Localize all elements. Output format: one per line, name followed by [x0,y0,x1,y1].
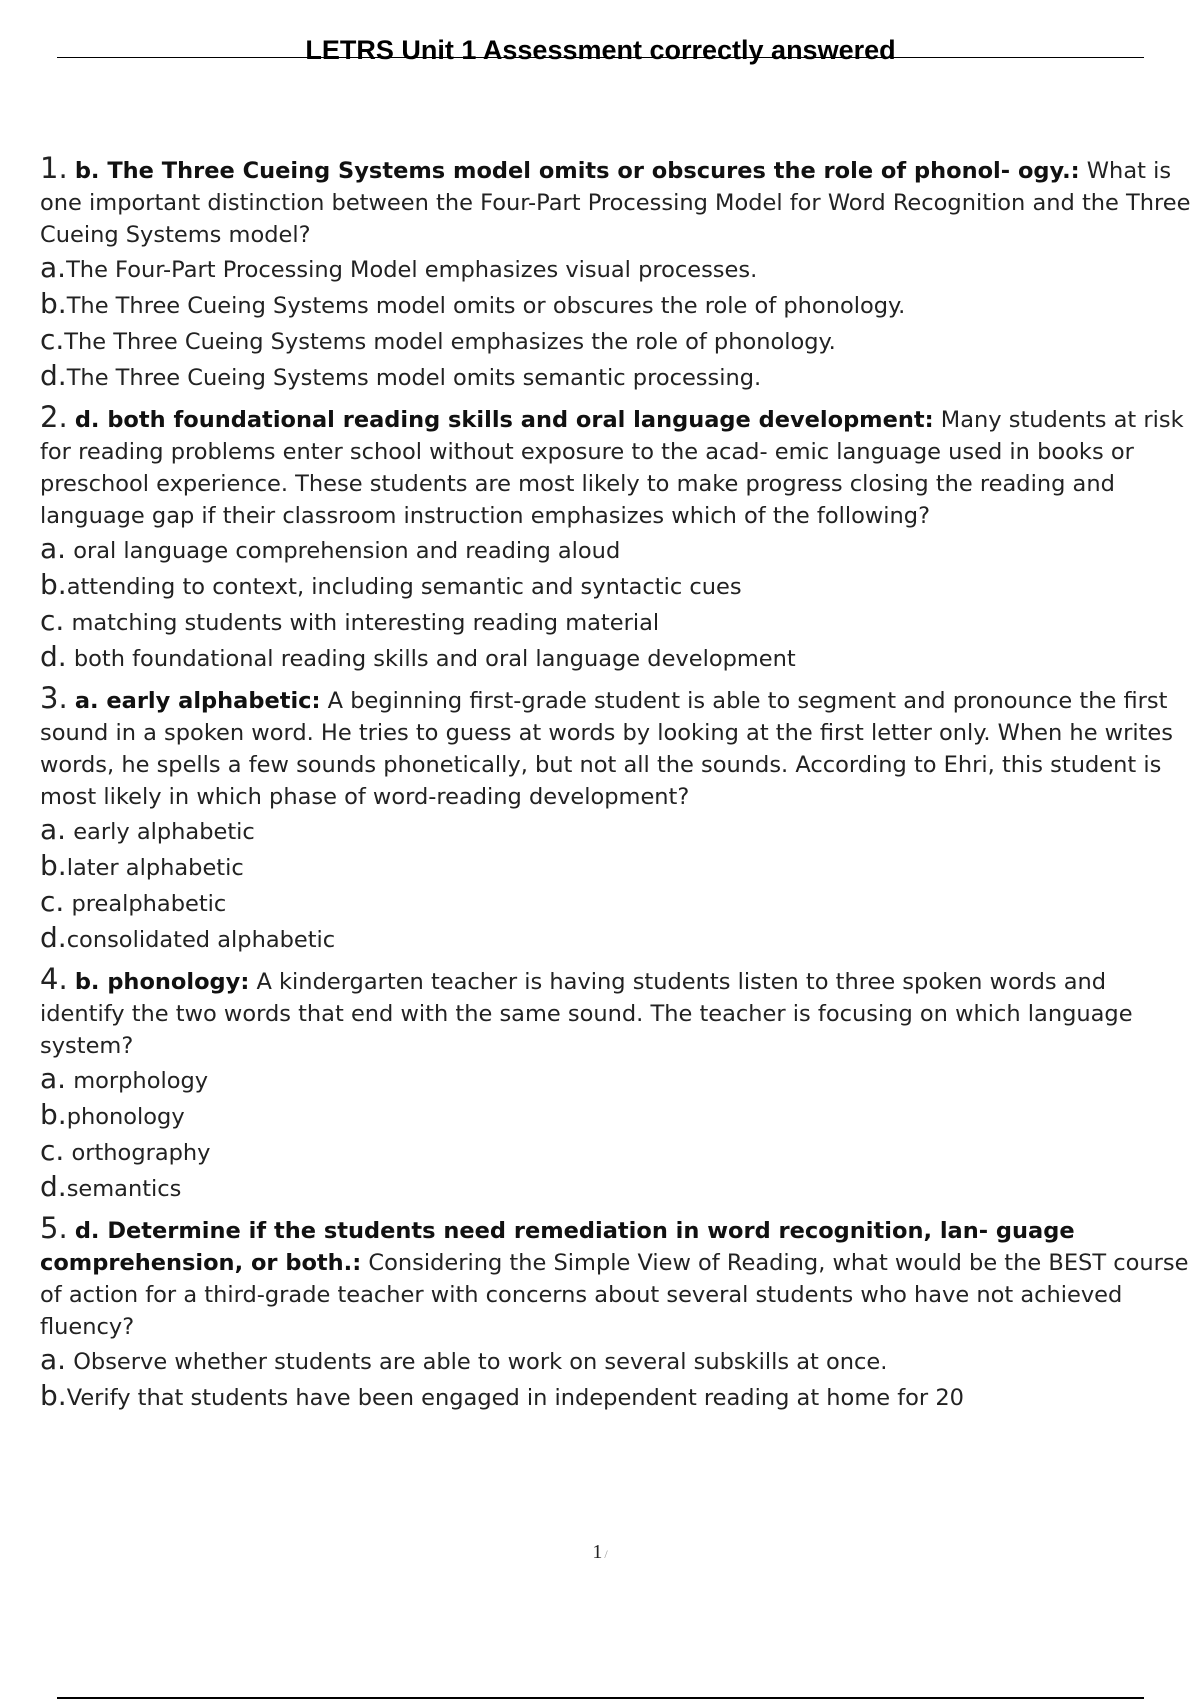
option-text: prealphabetic [71,891,227,917]
question-4 [40,963,1192,1206]
page-number-value: 1 [592,1541,603,1563]
question-number: 3. [40,681,68,715]
question-stem: What is one important distinction between the Four-Part Processing Model for Word Recognition and the Three Cueing Systems model? [40,158,1191,248]
option-text: phonology [66,1104,185,1130]
question-stem: A kindergarten teacher is having students listen to three spoken words and identify the two words that end with the same sound. The teacher is focusing on which language system? [40,969,1133,1059]
option-text: morphology [73,1068,209,1094]
option-d [40,1170,1192,1206]
option-text: matching students with interesting reading material [71,610,660,636]
option-text: consolidated alphabetic [66,927,336,953]
question-1 [40,152,1192,395]
option-letter: a. [40,813,67,846]
question-number: 5. [40,1211,68,1245]
option-text: oral language comprehension and reading aloud [73,538,621,564]
option-text: later alphabetic [66,855,244,881]
correct-answer: d. both foundational reading skills and oral language development: [74,407,934,433]
option-text: attending to context, including semantic and syntactic cues [66,574,742,600]
option-text: The Three Cueing Systems model omits semantic processing. [66,365,762,391]
question-list [40,152,1192,1415]
option-letter: c. [40,604,65,637]
option-text: Verify that students have been engaged in independent reading at home for 20 [66,1385,964,1411]
option-letter: c. [40,885,65,918]
option-letter: d. [40,359,67,392]
question-number: 2. [40,400,68,434]
option-d [40,359,1192,395]
question-stem: Considering the Simple View of Reading, what would be the BEST course of action for a third-grade teacher with concerns about several students who have not achieved fluency? [40,1250,1189,1340]
option-c [40,885,1192,921]
question-3-text [40,682,1192,813]
page-number-suffix: / [604,1547,608,1561]
option-letter: b. [40,568,67,601]
option-letter: d. [40,1170,67,1203]
option-letter: a. [40,1343,67,1376]
correct-answer: d. Determine if the students need remediation in word recognition, lan- guage comprehension, or both.: [40,1218,1075,1276]
correct-answer: b. phonology: [74,969,250,995]
option-letter: c. [40,1134,65,1167]
footer-rule [57,1697,1144,1699]
option-b [40,1379,1192,1415]
question-2-text [40,401,1192,532]
question-stem: Many students at risk for reading problems enter school without exposure to the acad- emic language used in books or preschool experience. These students are most likely to make progress closing the reading and language gap if their classroom instruction emphasizes which of the following? [40,407,1184,529]
question-stem: A beginning first-grade student is able to segment and pronounce the first sound in a spoken word. He tries to guess at words by looking at the first letter only. When he writes words, he spells a few sounds phonetically, but not all the sounds. According to Ehri, this student is most likely in which phase of word-reading development? [40,688,1173,810]
option-c [40,604,1192,640]
option-d [40,921,1192,957]
option-letter: b. [40,287,67,320]
option-a [40,1062,1192,1098]
option-c [40,323,1192,359]
option-b [40,849,1192,885]
option-text: semantics [66,1176,182,1202]
option-text: Observe whether students are able to work on several subskills at once. [73,1349,888,1375]
option-text: both foundational reading skills and oral language development [73,646,796,672]
option-text: The Three Cueing Systems model emphasizes the role of phonology. [64,329,836,355]
option-a [40,532,1192,568]
option-text: The Four-Part Processing Model emphasizes visual processes. [66,257,758,283]
option-text: The Three Cueing Systems model omits or obscures the role of phonology. [66,293,906,319]
option-letter: b. [40,1379,67,1412]
question-2 [40,401,1192,676]
option-d [40,640,1192,676]
correct-answer: b. The Three Cueing Systems model omits or obscures the role of phonol- ogy.: [74,158,1080,184]
option-letter: a. [40,251,67,284]
option-letter: b. [40,849,67,882]
option-letter: b. [40,1098,67,1131]
question-5-text [40,1212,1192,1343]
option-letter: d. [40,921,67,954]
option-text: early alphabetic [73,819,255,845]
option-a [40,251,1192,287]
option-text: orthography [71,1140,211,1166]
option-c [40,1134,1192,1170]
question-number: 1. [40,151,68,185]
option-b [40,287,1192,323]
question-5 [40,1212,1192,1415]
option-letter: a. [40,1062,67,1095]
question-3 [40,682,1192,957]
option-letter: c. [40,323,65,356]
question-1-text [40,152,1192,251]
page-number [0,1541,1200,1564]
correct-answer: a. early alphabetic: [74,688,321,714]
option-a [40,1343,1192,1379]
question-number: 4. [40,962,68,996]
question-4-text [40,963,1192,1062]
option-letter: a. [40,532,67,565]
option-a [40,813,1192,849]
document-title: LETRS Unit 1 Assessment correctly answered [305,35,896,65]
option-b [40,568,1192,604]
option-b [40,1098,1192,1134]
option-letter: d. [40,640,67,673]
